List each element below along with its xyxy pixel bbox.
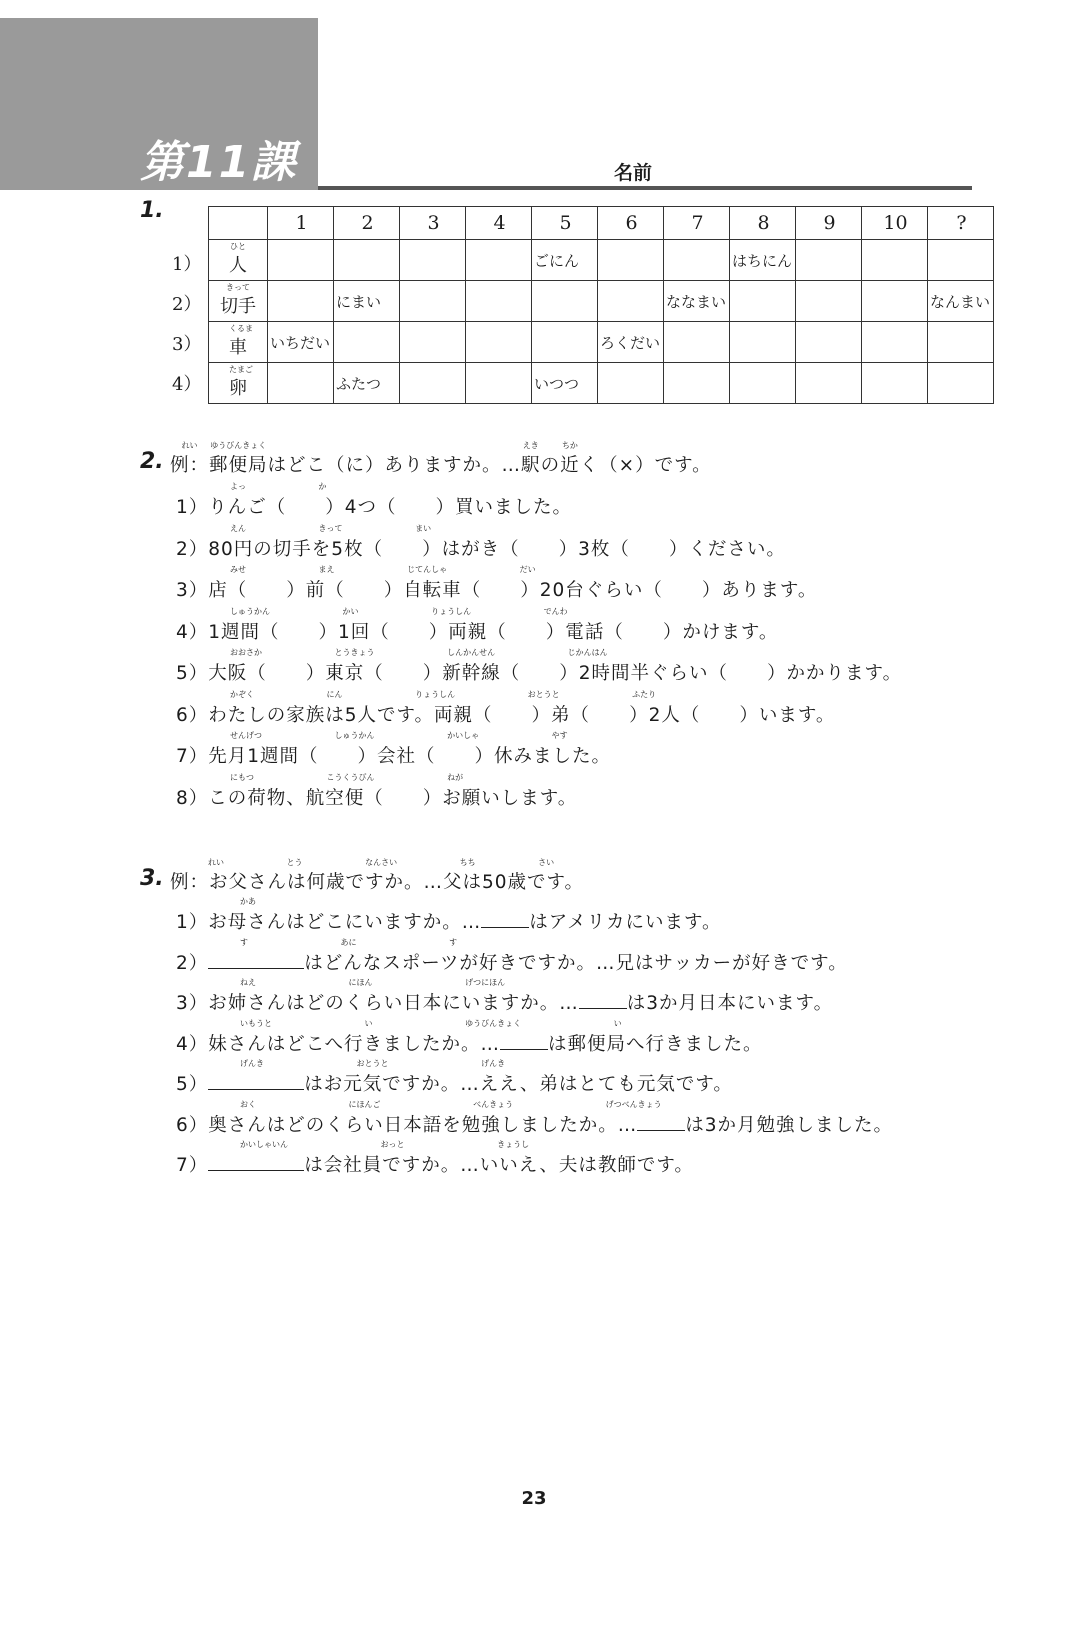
table-corner [209, 207, 268, 240]
table-cell[interactable] [796, 363, 862, 404]
s2-item-ruby: おおさか とうきょう しんかんせん じかんはん [230, 648, 608, 657]
answer-blank[interactable] [208, 1071, 304, 1090]
s3-example-ruby: れい とう なんさい ちち さい [208, 858, 555, 867]
table-cell[interactable] [796, 240, 862, 281]
col-header: 6 [598, 207, 664, 240]
table-cell[interactable] [598, 281, 664, 322]
table-cell[interactable]: はちにん [730, 240, 796, 281]
answer-blank[interactable] [579, 990, 627, 1009]
table-cell[interactable] [598, 363, 664, 404]
s2-item-ruby: しゅうかん かい りょうしん でんわ [230, 606, 568, 616]
s2-item: 4）1週間（ ）1回（ ）両親（ ）電話（ ）かけます。 [176, 621, 779, 643]
s3-item: 6）奥さんはどのくらい日本語を勉強しましたか。… は3か月勉強しました。 [176, 1111, 893, 1137]
table-cell[interactable] [664, 240, 730, 281]
row-number: 4） [172, 374, 202, 395]
table-cell[interactable]: なんまい [928, 281, 994, 322]
table-cell[interactable] [268, 281, 334, 322]
counter-table [208, 206, 994, 404]
table-cell[interactable] [532, 281, 598, 322]
table-cell[interactable] [862, 240, 928, 281]
s3-item-ruby: す あに す [240, 937, 458, 947]
col-header: 5 [532, 207, 598, 240]
section-2-number: 2. [140, 449, 164, 474]
s2-item-ruby: みせ まえ じてんしゃ だい [230, 565, 536, 574]
s3-example: 例：お父さんは何歳ですか。…父は50歳です。 [170, 872, 585, 893]
s3-item: 1）お母さんはどこにいますか。… はアメリカにいます。 [176, 908, 722, 934]
row-label-kanji: 人 [229, 255, 247, 276]
table-cell[interactable]: ななまい [664, 281, 730, 322]
s3-item-ruby: いもうと い ゆうびんきょく い [240, 1018, 622, 1028]
s2-item: 6）わたしの家族は5人です。両親（ ）弟（ ）2人（ ）います。 [176, 704, 836, 726]
table-cell[interactable]: ふたつ [334, 363, 400, 404]
table-cell[interactable] [400, 322, 466, 363]
row-label-kana: くるま [229, 324, 253, 333]
s3-item: 5） はお元気ですか。…ええ、弟はとても元気です。 [176, 1070, 733, 1096]
table-cell[interactable] [268, 363, 334, 404]
answer-blank[interactable] [208, 950, 304, 969]
table-cell[interactable] [664, 363, 730, 404]
table-cell[interactable] [664, 322, 730, 363]
table-cell[interactable] [334, 322, 400, 363]
table-cell[interactable]: ごにん [532, 240, 598, 281]
row-label [209, 281, 268, 322]
page-number: 23 [521, 1488, 547, 1509]
col-header: 10 [862, 207, 928, 240]
s3-item-ruby: ねえ にほん げつにほん [240, 978, 506, 987]
s3-item: 3）お姉さんはどのくらい日本にいますか。… は3か月日本にいます。 [176, 989, 833, 1015]
col-header: 1 [268, 207, 334, 240]
row-label-kanji: 卵 [229, 378, 247, 399]
section-3-number: 3. [140, 866, 164, 891]
table-cell[interactable] [928, 363, 994, 404]
s3-item: 2） はどんなスポーツが好きですか。…兄はサッカーが好きです。 [176, 949, 848, 975]
row-label [209, 322, 268, 363]
name-label: 名前 [614, 162, 653, 184]
row-label [209, 240, 268, 281]
s2-item: 8）この荷物、航空便（ ）お願いします。 [176, 787, 578, 809]
table-cell[interactable] [862, 322, 928, 363]
s2-item: 5）大阪（ ）東京（ ）新幹線（ ）2時間半ぐらい（ ）かかります。 [176, 663, 903, 684]
row-label-kana: たまご [229, 365, 253, 374]
table-cell[interactable] [862, 281, 928, 322]
row-number: 1） [172, 254, 202, 275]
row-label-kanji: 車 [229, 337, 247, 358]
table-cell[interactable]: いちだい [268, 322, 334, 363]
table-cell[interactable] [466, 322, 532, 363]
chapter-title: 第11課 [140, 137, 298, 188]
s2-item: 2）80円の切手を5枚（ ）はがき（ ）3枚（ ）ください。 [176, 538, 786, 560]
table-cell[interactable] [796, 281, 862, 322]
s2-item: 3）店（ ）前（ ）自転車（ ）20台ぐらい（ ）あります。 [176, 580, 818, 601]
row-label-kanji: 切手 [220, 296, 256, 317]
col-header: 8 [730, 207, 796, 240]
s3-item: 4）妹さんはどこへ行きましたか。… は郵便局へ行きました。 [176, 1030, 763, 1056]
s2-item: 7）先月1週間（ ）会社（ ）休みました。 [176, 746, 612, 767]
row-label [209, 363, 268, 404]
s2-item-ruby: よっ か [230, 482, 327, 491]
table-cell[interactable] [466, 281, 532, 322]
table-row [209, 363, 994, 404]
table-cell[interactable] [268, 240, 334, 281]
s3-item-ruby: げんき おとうと げんき [240, 1059, 506, 1068]
table-cell[interactable] [466, 363, 532, 404]
col-header: 3 [400, 207, 466, 240]
table-cell[interactable] [400, 363, 466, 404]
col-header: 7 [664, 207, 730, 240]
answer-blank[interactable] [208, 1152, 304, 1171]
s2-example: れい 例： ゆうびんきょく 郵便局はどこ（に）ありますか。… えき 駅の ちか 近く（×）です。 [170, 441, 712, 476]
table-cell[interactable]: ろくだい [598, 322, 664, 363]
table-cell[interactable] [730, 322, 796, 363]
table-row [209, 281, 994, 322]
row-number: 3） [172, 334, 202, 355]
table-cell[interactable] [598, 240, 664, 281]
table-cell[interactable] [796, 322, 862, 363]
s3-item-ruby: おく にほんご べんきょう げつべんきょう [240, 1099, 662, 1109]
table-header-row [209, 207, 994, 240]
table-cell[interactable] [532, 322, 598, 363]
answer-blank[interactable] [637, 1112, 685, 1131]
col-header: ? [928, 207, 994, 240]
header-rule [318, 186, 972, 190]
s2-item-ruby: えん きって まい [230, 523, 432, 533]
row-label-kana: ひと [230, 242, 246, 251]
answer-blank[interactable] [500, 1031, 548, 1050]
table-cell[interactable]: いつつ [532, 363, 598, 404]
table-cell[interactable] [928, 322, 994, 363]
table-cell[interactable] [334, 240, 400, 281]
s2-item-ruby: かぞく にん りょうしん おとうと ふたり [230, 689, 657, 699]
s2-item: 1）りんご（ ）4つ（ ）買いました。 [176, 497, 573, 518]
answer-blank[interactable] [481, 909, 529, 928]
table-row [209, 240, 994, 281]
table-cell[interactable] [730, 363, 796, 404]
table-cell[interactable]: にまい [334, 281, 400, 322]
col-header: 9 [796, 207, 862, 240]
s2-item-ruby: せんげつ しゅうかん かいしゃ やす [230, 731, 568, 740]
table-cell[interactable] [730, 281, 796, 322]
s3-item: 7） は会社員ですか。…いいえ、夫は教師です。 [176, 1151, 694, 1177]
table-cell[interactable] [400, 240, 466, 281]
table-cell[interactable] [400, 281, 466, 322]
row-number: 2） [172, 294, 202, 315]
section-1-number: 1. [140, 198, 164, 223]
table-cell[interactable] [928, 240, 994, 281]
table-cell[interactable] [466, 240, 532, 281]
col-header: 2 [334, 207, 400, 240]
table-row [209, 322, 994, 363]
table-cell[interactable] [862, 363, 928, 404]
col-header: 4 [466, 207, 532, 240]
s2-item-ruby: にもつ こうくうびん ねが [230, 772, 464, 782]
s3-item-ruby: かあ [240, 897, 256, 906]
s3-item-ruby: かいしゃいん おっと きょうし [240, 1140, 530, 1149]
row-label-kana: きって [226, 283, 250, 292]
